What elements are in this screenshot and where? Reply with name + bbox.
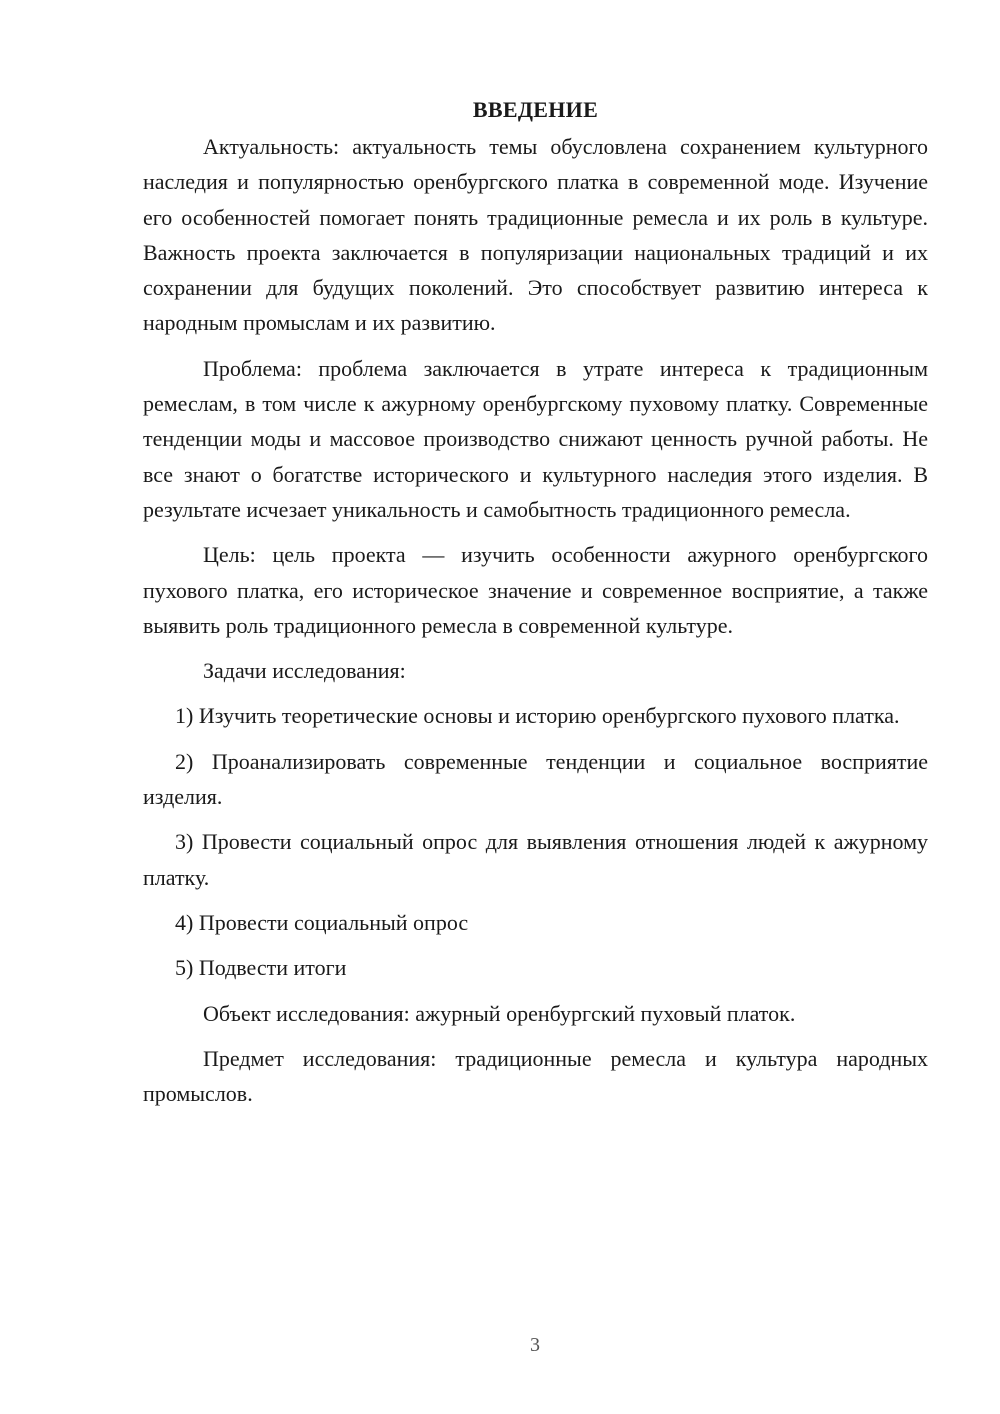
subject-paragraph: Предмет исследования: традиционные ремесла и культура народных промыслов. [143, 1045, 928, 1107]
task-item: 3) Провести социальный опрос для выявления отношения людей к ажурному платку. [143, 829, 928, 890]
goal-paragraph: Цель: цель проекта — изучить особенности ажурного оренбургского пухового платка, его историческое значение и современное восприятие, а также выявить роль традиционного ремесла в современной культуре. [143, 542, 928, 638]
relevance-paragraph: Актуальность: актуальность темы обусловлена сохранением культурного наследия и популярностью оренбургского платка в современной моде. Изучение его особенностей помогает понять традиционные ремесла и их роль в культуре. Важность проекта заключается в популяризации национальных традиций и их сохранении для будущих поколений. Это способствует развитию интереса к народным промыслам и их развитию. [143, 134, 928, 336]
problem-paragraph: Проблема: проблема заключается в утрате интереса к традиционным ремеслам, в том числе к ажурному оренбургскому пуховому платку. Современные тенденции моды и массовое производство снижают ценность ручной работы. Не все знают о богатстве исторического и культурного наследия этого изделия. В результате исчезает уникальность и самобытность традиционного ремесла. [143, 355, 928, 522]
task-item: 2) Проанализировать современные тенденции и социальное восприятие изделия. [143, 748, 928, 810]
document-page [143, 95, 928, 1121]
task-item: 1) Изучить теоретические основы и историю оренбургского пухового платка. [175, 703, 900, 729]
task-item: 4) Провести социальный опрос [175, 909, 469, 935]
object-paragraph: Объект исследования: ажурный оренбургский пуховый платок. [203, 1000, 796, 1026]
section-title: ВВЕДЕНИЕ [472, 97, 599, 122]
task-item: 5) Подвести итоги [175, 955, 347, 981]
page-number: 3 [530, 1334, 540, 1356]
tasks-heading: Задачи исследования: [203, 658, 406, 684]
